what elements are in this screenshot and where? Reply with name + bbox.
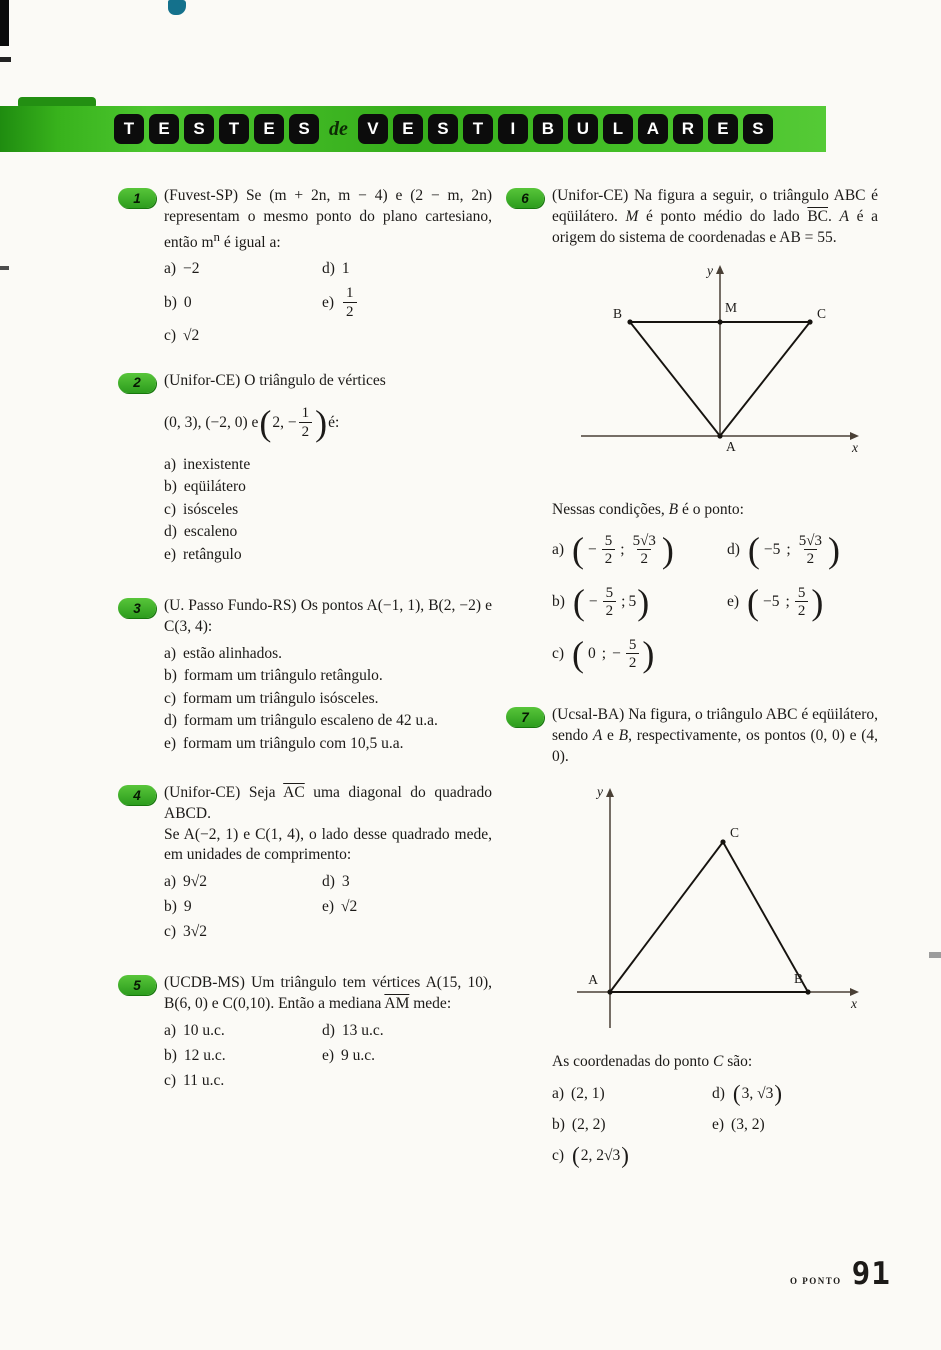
question-3 [118, 596, 492, 757]
segment-ac: $\overline{AC}$ [283, 784, 305, 802]
right-paren: ) [315, 402, 328, 443]
vertex-b-dot [627, 320, 632, 325]
question-1-number-badge [118, 188, 156, 208]
option-b: b) 12 u.c. [164, 1046, 226, 1064]
right-paren: ) [661, 530, 674, 571]
question-text: (Ucsal-BA) Na figura, o triângulo ABC é eqüilátero, sendo A e B, respectivamente, os pontos (0, 0) e (4, 0). [552, 706, 878, 765]
section-title [0, 106, 826, 152]
right-paren: ) [774, 1080, 783, 1106]
midpoint-m-dot [717, 320, 722, 325]
question-4 [118, 783, 492, 941]
option-b: b) eqüilátero [164, 478, 246, 496]
var-a: A [839, 207, 849, 225]
title-letter-tile: E [393, 114, 423, 144]
question-4-number-badge [118, 785, 156, 805]
question-4-content [164, 783, 492, 941]
question-source: (UCDB-MS) [164, 974, 245, 992]
var-m: M [625, 207, 639, 225]
figure-equilateral-triangle-q7 [565, 780, 865, 1036]
right-paren: ) [827, 530, 840, 571]
question-1-content [164, 186, 492, 345]
option-e: e) retângulo [164, 545, 242, 563]
side-ac [720, 322, 810, 436]
point-m-label: M [725, 300, 738, 316]
option-d: d) ( 3, √3 ) [712, 1080, 783, 1106]
y-axis-arrow [606, 788, 614, 797]
right-paren: ) [637, 582, 650, 623]
right-paren: ) [811, 582, 824, 623]
side-ab [630, 322, 720, 436]
question-6-number-badge [506, 188, 544, 208]
page-footer [790, 1256, 891, 1292]
option-a: a) 9√2 [164, 873, 208, 891]
title-letter-tile: U [568, 114, 598, 144]
question-source: (Unifor-CE) [164, 371, 241, 389]
figure-q7-wrapper [552, 780, 878, 1041]
title-letter-tile: L [603, 114, 633, 144]
question-source: (Ucsal-BA) [552, 706, 625, 724]
question-3-content [164, 596, 492, 757]
title-letter-tile: A [638, 114, 668, 144]
option-a: a) −2 [164, 260, 200, 278]
option-a: a) ( − $\frac{5}{2}$ ; $\frac{5√3}{2}$ ) [552, 530, 674, 571]
options [552, 529, 878, 675]
option-c: c) 11 u.c. [164, 1071, 225, 1089]
option-spacer [727, 633, 878, 675]
title-connector: de [329, 117, 348, 140]
option-d: d) escaleno [164, 523, 238, 541]
option-e: e) 9 u.c. [322, 1046, 376, 1064]
question-number: 6 [521, 190, 529, 206]
title-letter-tile: T [463, 114, 493, 144]
option-d: d) 1 [322, 260, 350, 278]
title-letter-tile: E [708, 114, 738, 144]
y-axis-label: y [707, 263, 713, 279]
title-letter-tile: E [254, 114, 284, 144]
title-letter-tile: S [289, 114, 319, 144]
title-letter-tile: S [184, 114, 214, 144]
option-c: c) formam um triângulo isósceles. [164, 689, 379, 707]
vertex-b-dot [805, 989, 810, 994]
left-paren: ( [747, 530, 760, 571]
point-c-label: C [817, 306, 827, 322]
question-5 [118, 973, 492, 1090]
point-b-label: B [793, 970, 803, 986]
option-b: b) 9 [164, 898, 192, 916]
vertex-c-dot [720, 839, 725, 844]
right-paren: ) [621, 1142, 629, 1168]
side-cb [723, 842, 808, 992]
question-3-number-badge [118, 598, 156, 618]
question-2-content [164, 371, 492, 568]
exponent: n [213, 228, 220, 244]
fraction: $\frac{5√3}{2}$ [798, 533, 822, 568]
option-d: d) ( −5 ; $\frac{5√3}{2}$ ) [727, 530, 840, 571]
vertex-c-dot [807, 320, 812, 325]
question-number: 7 [521, 709, 529, 725]
vertices-expression: (0, 3), (−2, 0) e ( 2, − $\frac{1}{2}$ ) é: [164, 402, 340, 443]
var-b: B [618, 727, 629, 745]
option-d: d) 13 u.c. [322, 1021, 384, 1039]
option-a: a) estão alinhados. [164, 644, 283, 662]
scan-artifact-dash [0, 266, 9, 270]
fraction: $\frac{1}{2}$ [343, 285, 357, 319]
left-paren: ( [732, 1080, 741, 1106]
title-letter-tile: E [149, 114, 179, 144]
question-number: 4 [133, 787, 141, 803]
option-e: e) (3, 2) [712, 1115, 765, 1133]
question-7-content [552, 705, 878, 1168]
left-paren: ( [747, 582, 760, 623]
question-number: 5 [133, 977, 141, 993]
scan-artifact-teal-mark [168, 0, 186, 15]
point-c-label: C [730, 824, 740, 840]
option-c: c) ( 0 ; − $\frac{5}{2}$ ) [552, 634, 655, 675]
point-b-label: B [612, 306, 622, 322]
option-spacer [322, 327, 492, 345]
options [164, 873, 492, 941]
right-paren: ) [642, 634, 655, 675]
question-5-number-badge [118, 975, 156, 995]
question-text: (Unifor-CE) Seja $\overline{AC}$ uma diagonal do quadrado ABCD. Se A(−2, 1) e C(1, 4), o lado desse quadrado mede, em unidades de comprimento: [164, 784, 492, 864]
question-text: (Unifor-CE) O triângulo de vértices [164, 371, 386, 389]
option-c: c) √2 [164, 326, 200, 344]
left-paren: ( [572, 634, 585, 675]
option-e: e) ( −5 ; $\frac{5}{2}$ ) [727, 582, 824, 623]
option-a: a) 10 u.c. [164, 1021, 225, 1039]
question-text: (Fuvest-SP) Se (m + 2n, m − 4) e (2 − m, 2n) representam o mesmo ponto do plano cartesiano, então $m^n$ é igual a: [164, 187, 493, 251]
vertex-a-dot [607, 989, 612, 994]
question-5-content [164, 973, 492, 1090]
question-text: (U. Passo Fundo-RS) Os pontos A(−1, 1), B(2, −2) e C(3, 4): [164, 597, 493, 635]
option-b: b) 0 [164, 293, 192, 311]
title-letter-tile: S [428, 114, 458, 144]
question-2 [118, 371, 492, 568]
question-7 [506, 705, 878, 1168]
y-axis-label: y [597, 783, 603, 799]
scan-artifact-dash [929, 952, 941, 958]
footer-page-number: 91 [851, 1256, 891, 1292]
left-paren: ( [572, 582, 585, 623]
segment-bc: $\overline{BC}$ [807, 207, 828, 225]
question-source: (Unifor-CE) [552, 187, 629, 204]
question-6-content [552, 186, 878, 675]
title-letter-tile: V [358, 114, 388, 144]
question-text: (Unifor-CE) Na figura a seguir, o triângulo ABC é eqüilátero. M é ponto médio do lado $\overline{BC}$. A é a origem do sistema de coordenadas e AB = 55. [552, 187, 879, 246]
option-d: d) formam um triângulo escaleno de 42 u.a. [164, 712, 438, 730]
x-axis-arrow [850, 432, 859, 440]
title-letter-tile: S [743, 114, 773, 144]
side-ac [610, 842, 723, 992]
question-text: (UCDB-MS) Um triângulo tem vértices A(15, 10), B(6, 0) e C(0,10). Então a mediana $\overline{AM}$ mede: [164, 974, 493, 1012]
option-b: b) (2, 2) [552, 1115, 606, 1133]
option-b: b) formam um triângulo retângulo. [164, 667, 383, 685]
options [164, 456, 492, 564]
question-number: 1 [133, 190, 141, 206]
fraction: $\frac{1}{2}$ [299, 405, 313, 439]
question-2-number-badge [118, 373, 156, 393]
left-paren: ( [572, 530, 585, 571]
var-b: B [668, 501, 679, 519]
option-b: b) ( − $\frac{5}{2}$ ; 5 ) [552, 582, 650, 623]
scan-artifact-corner [0, 0, 9, 46]
figure-equilateral-triangle-q6 [567, 260, 863, 484]
option-c: c) ( 2, 2√3 ) [552, 1142, 629, 1168]
option-a: a) (2, 1) [552, 1084, 605, 1102]
option-a: a) inexistente [164, 455, 251, 473]
right-column [506, 186, 878, 1169]
title-letter-tile: T [114, 114, 144, 144]
vertex-a-dot [717, 434, 722, 439]
question-prompt: As coordenadas do ponto C são: [552, 1052, 753, 1070]
fraction: $\frac{5}{2}$ [602, 533, 616, 567]
question-number: 3 [133, 600, 141, 616]
figure-q6-wrapper [552, 260, 878, 489]
title-letter-tile: T [219, 114, 249, 144]
options [552, 1081, 878, 1169]
left-paren: ( [259, 402, 272, 443]
y-axis-arrow [716, 265, 724, 274]
option-e: e) $\frac{1}{2}$ [322, 285, 492, 319]
left-paren: ( [572, 1142, 580, 1168]
option-d: d) 3 [322, 873, 350, 891]
question-1 [118, 186, 492, 345]
option-spacer [322, 1072, 492, 1090]
fraction: $\frac{5}{2}$ [626, 637, 640, 671]
options [164, 645, 492, 753]
left-column [118, 186, 492, 1090]
title-letter-tile: I [498, 114, 528, 144]
x-axis-label: x [852, 440, 858, 456]
question-number: 2 [133, 375, 141, 391]
x-axis-label: x [851, 995, 857, 1011]
options [164, 1022, 492, 1090]
point-a-label: A [588, 971, 598, 987]
question-prompt: Nessas condições, B é o ponto: [552, 501, 744, 519]
title-letter-tile: R [673, 114, 703, 144]
option-spacer [322, 923, 492, 941]
segment-am: $\overline{AM}$ [384, 994, 410, 1012]
fraction: $\frac{5}{2}$ [795, 585, 809, 619]
question-source: (U. Passo Fundo-RS) [164, 597, 297, 615]
question-7-number-badge [506, 707, 544, 727]
question-source: (Fuvest-SP) [164, 187, 239, 204]
var-a: A [592, 727, 603, 745]
fraction: $\frac{5√3}{2}$ [632, 533, 656, 568]
var-c: C [713, 1052, 724, 1070]
options [164, 260, 492, 344]
point-a-label: A [726, 439, 736, 455]
option-c: c) 3√2 [164, 923, 208, 941]
title-letter-tile: B [533, 114, 563, 144]
question-6 [506, 186, 878, 675]
option-spacer [712, 1143, 878, 1169]
fraction: $\frac{5}{2}$ [603, 585, 617, 619]
footer-section-label: O PONTO [790, 1276, 842, 1286]
question-source: (Unifor-CE) [164, 784, 241, 802]
scan-artifact-dash [0, 57, 11, 62]
option-e: e) formam um triângulo com 10,5 u.a. [164, 734, 404, 752]
x-axis-arrow [850, 988, 859, 996]
option-e: e) √2 [322, 898, 358, 916]
option-c: c) isósceles [164, 500, 239, 518]
